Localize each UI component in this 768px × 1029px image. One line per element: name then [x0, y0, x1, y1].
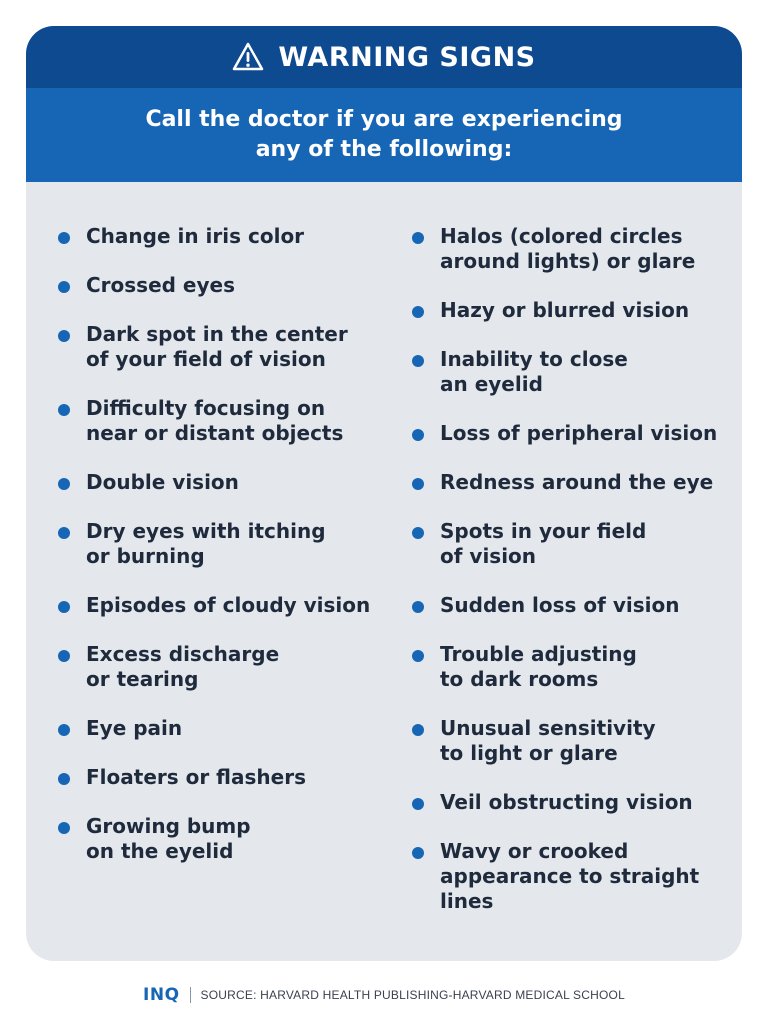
- list-item-text: [86, 322, 348, 372]
- list-item: [58, 519, 412, 569]
- list-item-line: Loss of peripheral vision: [440, 421, 718, 445]
- bullet-icon: [58, 601, 70, 613]
- list-item-text: [440, 790, 693, 815]
- bullet-icon: [412, 798, 424, 810]
- list-item-text: [440, 716, 656, 766]
- list-item-line: Excess discharge: [86, 642, 280, 666]
- footer: [0, 985, 768, 1005]
- list-item-line: Crossed eyes: [86, 273, 236, 297]
- bullet-icon: [58, 724, 70, 736]
- list-item-text: [440, 642, 637, 692]
- list-item: [412, 593, 722, 618]
- list-item-line: Sudden loss of vision: [440, 593, 680, 617]
- list-item: [412, 421, 722, 446]
- bullet-icon: [58, 650, 70, 662]
- list-item-line: to dark rooms: [440, 667, 599, 691]
- list-item: [58, 396, 412, 446]
- list-item-line: of vision: [440, 544, 537, 568]
- list-item-text: [86, 765, 306, 790]
- list-item-line: Difficulty focusing on: [86, 396, 326, 420]
- bullet-icon: [412, 478, 424, 490]
- list-item-line: of your field of vision: [86, 347, 326, 371]
- list-item: [412, 790, 722, 815]
- bullet-icon: [58, 404, 70, 416]
- bullet-icon: [412, 429, 424, 441]
- list-item-line: on the eyelid: [86, 839, 234, 863]
- list-item-line: or tearing: [86, 667, 199, 691]
- bullet-icon: [58, 773, 70, 785]
- list-item-line: Change in iris color: [86, 224, 305, 248]
- list-item-line: to light or glare: [440, 741, 618, 765]
- bullet-icon: [58, 232, 70, 244]
- list-item-line: Veil obstructing vision: [440, 790, 693, 814]
- header-title: WARNING SIGNS: [278, 41, 536, 73]
- list-item: [58, 224, 412, 249]
- list-item: [412, 642, 722, 692]
- list-item-text: [440, 593, 679, 618]
- list-item-line: Dry eyes with itching: [86, 519, 326, 543]
- warning-card: [26, 26, 742, 961]
- list-item-line: lines: [440, 889, 494, 913]
- list-item: [412, 347, 722, 397]
- subheader-line: any of the following:: [255, 137, 513, 162]
- list-item: [58, 470, 412, 495]
- list-item-text: [440, 421, 717, 446]
- list-item: [58, 765, 412, 790]
- list-item: [412, 470, 722, 495]
- list-item-line: Unusual sensitivity: [440, 716, 656, 740]
- list-item-line: Floaters or flashers: [86, 765, 306, 789]
- warning-list: [58, 224, 722, 938]
- list-item-text: [86, 814, 251, 864]
- list-item-line: Eye pain: [86, 716, 183, 740]
- list-item-text: [440, 470, 713, 495]
- list-item-line: Redness around the eye: [440, 470, 714, 494]
- list-item-text: [86, 470, 239, 495]
- list-item-text: [86, 224, 304, 249]
- list-item-text: [86, 593, 370, 618]
- footer-divider: [190, 987, 191, 1003]
- list-item: [412, 519, 722, 569]
- list-item: [58, 273, 412, 298]
- list-item-text: [86, 716, 182, 741]
- list-item-text: [440, 347, 628, 397]
- list-item-line: Halos (colored circles: [440, 224, 683, 248]
- list-item: [412, 298, 722, 323]
- list-item-text: [440, 519, 646, 569]
- list-item-text: [86, 642, 279, 692]
- bullet-icon: [412, 847, 424, 859]
- list-item: [58, 322, 412, 372]
- left-column: [58, 224, 412, 938]
- list-item-line: Dark spot in the center: [86, 322, 348, 346]
- bullet-icon: [412, 355, 424, 367]
- list-item: [412, 224, 722, 274]
- list-item-line: or burning: [86, 544, 205, 568]
- list-item-line: an eyelid: [440, 372, 543, 396]
- bullet-icon: [412, 306, 424, 318]
- list-item-text: [440, 224, 695, 274]
- list-item-line: Growing bump: [86, 814, 251, 838]
- bullet-icon: [412, 527, 424, 539]
- list-item: [58, 593, 412, 618]
- bullet-icon: [412, 232, 424, 244]
- list-item: [412, 839, 722, 914]
- bullet-icon: [412, 724, 424, 736]
- list-item-text: [440, 839, 699, 914]
- source-credit: SOURCE: HARVARD HEALTH PUBLISHING-HARVARD MEDICAL SCHOOL: [200, 988, 625, 1002]
- list-item-line: Hazy or blurred vision: [440, 298, 690, 322]
- list-item: [412, 716, 722, 766]
- bullet-icon: [58, 478, 70, 490]
- list-item-line: appearance to straight: [440, 864, 700, 888]
- list-item: [58, 814, 412, 864]
- list-item: [58, 642, 412, 692]
- list-item-line: Spots in your field: [440, 519, 647, 543]
- list-item-line: Episodes of cloudy vision: [86, 593, 371, 617]
- list-item-text: [86, 519, 326, 569]
- warning-triangle-icon: [232, 41, 264, 73]
- list-item-line: near or distant objects: [86, 421, 344, 445]
- bullet-icon: [58, 527, 70, 539]
- list-item-text: [440, 298, 689, 323]
- list-item-text: [86, 396, 343, 446]
- card-header: [26, 26, 742, 88]
- inq-logo: INQ: [143, 985, 180, 1005]
- card-subheader: [26, 88, 742, 182]
- list-item-line: Inability to close: [440, 347, 628, 371]
- subheader-line: Call the doctor if you are experiencing: [145, 107, 623, 132]
- list-item-line: Trouble adjusting: [440, 642, 637, 666]
- right-column: [412, 224, 722, 938]
- list-item-line: around lights) or glare: [440, 249, 696, 273]
- bullet-icon: [58, 822, 70, 834]
- list-item: [58, 716, 412, 741]
- bullet-icon: [58, 281, 70, 293]
- list-item-line: Double vision: [86, 470, 239, 494]
- list-item-line: Wavy or crooked: [440, 839, 629, 863]
- bullet-icon: [412, 601, 424, 613]
- list-item-text: [86, 273, 235, 298]
- bullet-icon: [412, 650, 424, 662]
- bullet-icon: [58, 330, 70, 342]
